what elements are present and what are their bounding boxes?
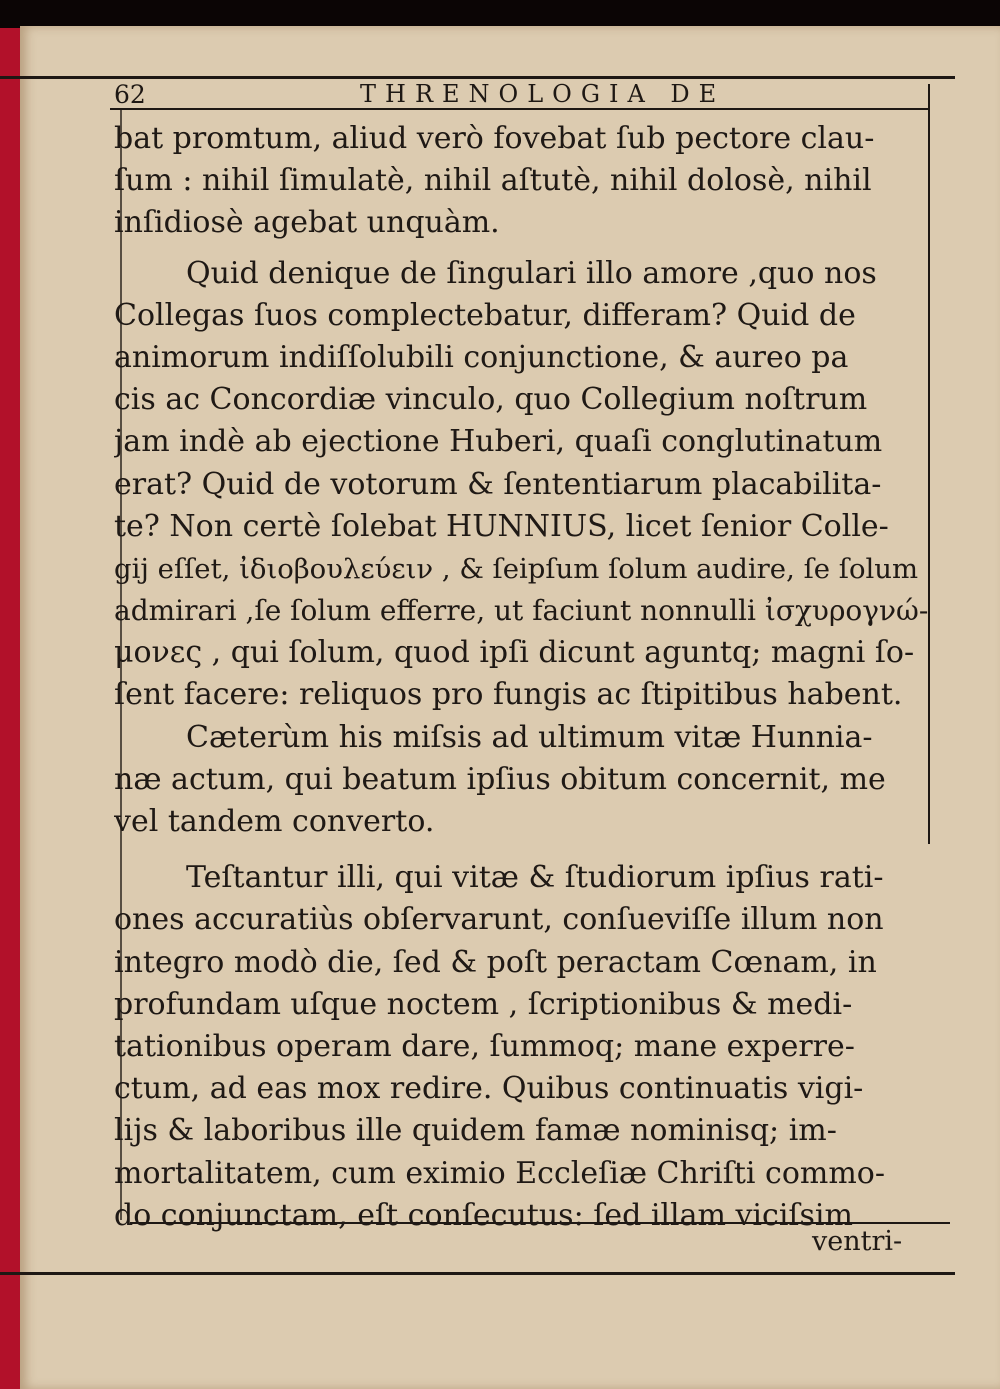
- text-line: admirari ,ſe ſolum efferre, ut faciunt nonnulli ἰσχυρογνώ-: [114, 594, 929, 628]
- body-text: [114, 118, 930, 1237]
- text-line: ſum : nihil ſimulatè, nihil aſtutè, nihil dolosè, nihil: [114, 163, 872, 199]
- text-line: jam indè ab ejectione Huberi, quaſi conglutinatum: [114, 424, 883, 460]
- text-line: Quid denique de ſingulari illo amore ,quo nos: [186, 255, 877, 291]
- text-line: ſent facere: reliquos pro fungis ac ſtipitibus habent.: [114, 677, 903, 713]
- text-line: te? Non certè ſolebat HUNNIUS, licet ſenior Colle-: [114, 508, 889, 544]
- text-line: Cæterùm his miſsis ad ultimum vitæ Hunnia-: [186, 719, 873, 755]
- text-line: vel tandem converto.: [114, 804, 435, 839]
- text-line: erat? Quid de votorum & ſententiarum placabilita-: [114, 466, 882, 502]
- catchword: ventri-: [812, 1226, 903, 1257]
- text-line: μονες , qui ſolum, quod ipſi dicunt aguntq; magni ſo-: [114, 635, 915, 671]
- top-rule: [0, 76, 955, 79]
- text-line: profundam uſque noctem , ſcriptionibus & medi-: [114, 986, 853, 1022]
- text-line: integro modò die, ſed & poſt peractam Cœnam, in: [114, 944, 877, 980]
- text-line: næ actum, qui beatum ipſius obitum concernit, me: [114, 761, 886, 797]
- text-line: gij eſſet, ἰδιοβουλεύειν , & ſeipſum ſolum audire, ſe ſolum: [114, 552, 919, 585]
- text-line: Collegas ſuos complectebatur, differam? Quid de: [114, 297, 856, 333]
- text-line: inſidiosè agebat unquàm.: [114, 205, 500, 241]
- page-number: 62: [114, 80, 146, 109]
- text-line: do conjunctam, eſt conſecutus: ſed illam viciſsim: [114, 1197, 853, 1233]
- running-head: THRENOLOGIA DE: [360, 80, 726, 108]
- text-line: lijs & laboribus ille quidem famæ nominisq; im-: [114, 1113, 837, 1149]
- text-line: tationibus operam dare, ſummoq; mane experre-: [114, 1028, 855, 1064]
- text-line: bat promtum, aliud verò fovebat ſub pectore clau-: [114, 121, 875, 156]
- text-line: animorum indiſſolubili conjunctione, & aureo pa: [114, 339, 849, 375]
- text-line: cis ac Concordiæ vinculo, quo Collegium noſtrum: [114, 382, 868, 418]
- page-bottom-rule: [0, 1272, 955, 1275]
- text-line: ones accuratiùs obſervarunt, conſueviſſe illum non: [114, 902, 884, 938]
- text-line: mortalitatem, cum eximio Eccleſiæ Chriſti commo-: [114, 1155, 886, 1191]
- page-header: [110, 80, 930, 116]
- text-line: Teſtantur illi, qui vitæ & ſtudiorum ipſius rati-: [186, 860, 884, 896]
- text-line: ctum, ad eas mox redire. Quibus continuatis vigi-: [114, 1071, 864, 1107]
- top-dark-band: [0, 0, 1000, 28]
